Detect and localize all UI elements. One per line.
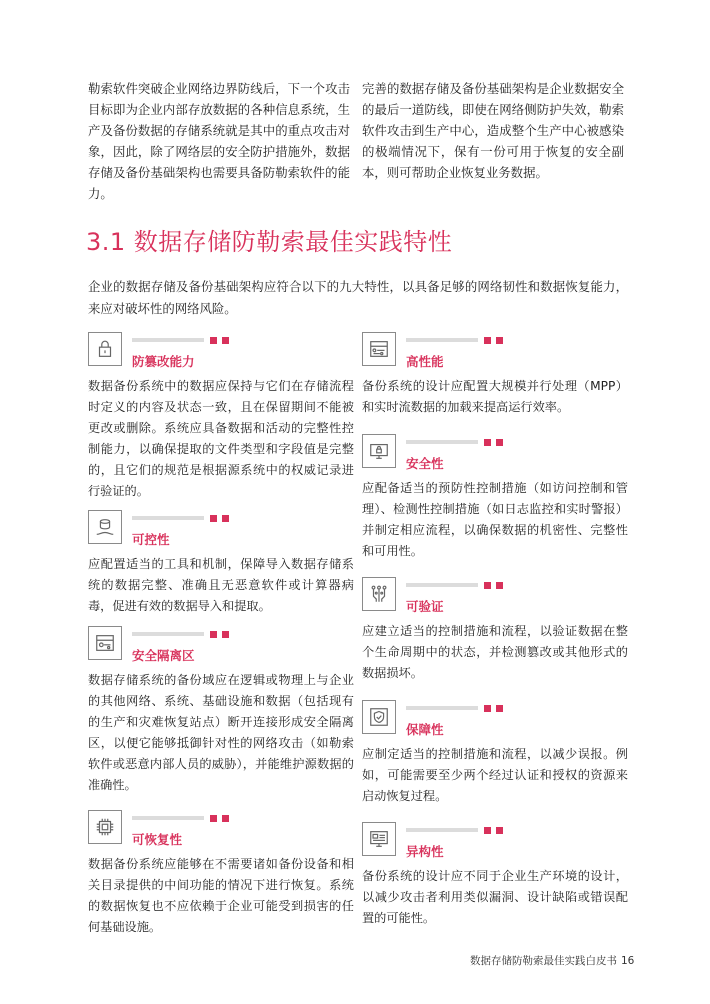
feature-heterogeneity bbox=[362, 820, 628, 929]
feature-title: 异构性 bbox=[406, 844, 444, 859]
feature-isolation-zone bbox=[88, 624, 354, 796]
feature-title: 安全性 bbox=[406, 456, 444, 471]
page-number: 16 bbox=[621, 955, 635, 967]
network-settings-icon bbox=[88, 626, 122, 660]
feature-description: 备份系统的设计应不同于企业生产环境的设计，以减少攻击者利用类似漏洞、设计缺陷或错误配置的可能性。 bbox=[362, 869, 628, 925]
feature-security bbox=[362, 432, 628, 562]
decor-bar bbox=[132, 516, 204, 520]
feature-description: 应配置适当的工具和机制，保障导入数据存储系统的数据完整、准确且无恶意软件或计算器病毒，促进有效的数据导入和提取。 bbox=[88, 557, 354, 613]
section-heading: 3.1 数据存储防勒索最佳实践特性 bbox=[86, 228, 453, 256]
monitor-layout-icon bbox=[362, 822, 396, 856]
decor-square bbox=[222, 337, 229, 344]
lock-icon bbox=[88, 332, 122, 366]
decor-square bbox=[496, 582, 503, 589]
decor-bar bbox=[132, 632, 204, 636]
feature-title: 可恢复性 bbox=[132, 832, 183, 847]
feature-description: 数据备份系统应能够在不需要诸如备份设备和相关目录提供的中间功能的情况下进行恢复。系统的数据恢复也不应依赖于企业可能受到损害的任何基础设施。 bbox=[88, 857, 354, 934]
feature-title: 高性能 bbox=[406, 354, 444, 369]
chip-icon bbox=[88, 810, 122, 844]
decor-bar bbox=[132, 338, 204, 342]
page-footer bbox=[470, 953, 650, 968]
decor-bar bbox=[406, 828, 478, 832]
decor-bar bbox=[406, 583, 478, 587]
intro-paragraph-right: 完善的数据存储及备份基础架构是企业数据安全的最后一道防线，即使在网络侧防护失效，勒索软件攻击到生产中心，造成整个生产中心被感染的极端情况下，保有一份可用于恢复的安全副本，则可帮助企业恢复业务数据。 bbox=[362, 81, 624, 180]
feature-title: 安全隔离区 bbox=[132, 648, 195, 663]
decor-square bbox=[210, 815, 217, 822]
decor-square bbox=[484, 705, 491, 712]
feature-tamper-proof bbox=[88, 330, 354, 502]
shield-check-icon bbox=[362, 700, 396, 734]
feature-title: 保障性 bbox=[406, 722, 444, 737]
database-hand-icon bbox=[88, 510, 122, 544]
feature-description: 数据存储系统的备份域应在逻辑或物理上与企业的其他网络、系统、基础设施和数据（包括现有的生产和灾难恢复站点）断开连接形成安全隔离区，以便它能够抵御针对性的网络攻击（如勒索软件或恶意内部人员的威胁），并能维护源数据的准确性。 bbox=[88, 673, 354, 792]
feature-assurance bbox=[362, 698, 628, 807]
feature-description: 应制定适当的控制措施和流程，以减少误报。例如，可能需要至少两个经过认证和授权的资源来启动恢复过程。 bbox=[362, 747, 628, 803]
secure-computer-icon bbox=[362, 434, 396, 468]
footer-title: 数据存储防勒索最佳实践白皮书 bbox=[470, 955, 617, 967]
decor-square bbox=[496, 439, 503, 446]
feature-description: 备份系统的设计应配置大规模并行处理（MPP）和实时流数据的加载来提高运行效率。 bbox=[362, 379, 628, 414]
decor-square bbox=[222, 815, 229, 822]
decor-square bbox=[210, 631, 217, 638]
feature-recoverability bbox=[88, 808, 354, 938]
feature-verifiable bbox=[362, 575, 628, 684]
decor-square bbox=[484, 827, 491, 834]
decor-square bbox=[222, 515, 229, 522]
feature-controllability bbox=[88, 508, 354, 617]
decor-square bbox=[210, 337, 217, 344]
decor-bar bbox=[406, 440, 478, 444]
feature-high-performance bbox=[362, 330, 628, 418]
decor-square bbox=[484, 337, 491, 344]
decor-square bbox=[484, 582, 491, 589]
decor-square bbox=[222, 631, 229, 638]
circuit-board-icon bbox=[362, 577, 396, 611]
feature-title: 可验证 bbox=[406, 599, 444, 614]
intro-paragraph-left: 勒索软件突破企业网络边界防线后，下一个攻击目标即为企业内部存放数据的各种信息系统，生产及备份数据的存储系统就是其中的重点攻击对象，因此，除了网络层的安全防护措施外，数据存储及备份基础架构也需要具备防勒索软件的能力。 bbox=[88, 81, 350, 201]
decor-square bbox=[210, 515, 217, 522]
decor-bar bbox=[406, 706, 478, 710]
feature-description: 应配备适当的预防性控制措施（如访问控制和管理）、检测性控制措施（如日志监控和实时警报）并制定相应流程，以确保数据的机密性、完整性和可用性。 bbox=[362, 481, 628, 558]
decor-square bbox=[496, 827, 503, 834]
decor-bar bbox=[132, 816, 204, 820]
feature-description: 应建立适当的控制措施和流程，以验证数据在整个生命周期中的状态，并检测篡改或其他形式的数据损坏。 bbox=[362, 624, 628, 680]
feature-title: 可控性 bbox=[132, 532, 170, 547]
decor-bar bbox=[406, 338, 478, 342]
performance-panel-icon bbox=[362, 332, 396, 366]
decor-square bbox=[496, 337, 503, 344]
feature-description: 数据备份系统中的数据应保持与它们在存储流程时定义的内容及状态一致，且在保留期间不能被更改或删除。系统应具备数据和活动的完整性控制能力，以确保提取的文件类型和字段值是完整的，且它们的规范是根据源系统中的权威记录进行验证的。 bbox=[88, 379, 354, 498]
feature-title: 防篡改能力 bbox=[132, 354, 195, 369]
section-intro: 企业的数据存储及备份基础架构应符合以下的九大特性，以具备足够的网络韧性和数据恢复能力，来应对破坏性的网络风险。 bbox=[88, 279, 628, 316]
decor-square bbox=[484, 439, 491, 446]
decor-square bbox=[496, 705, 503, 712]
